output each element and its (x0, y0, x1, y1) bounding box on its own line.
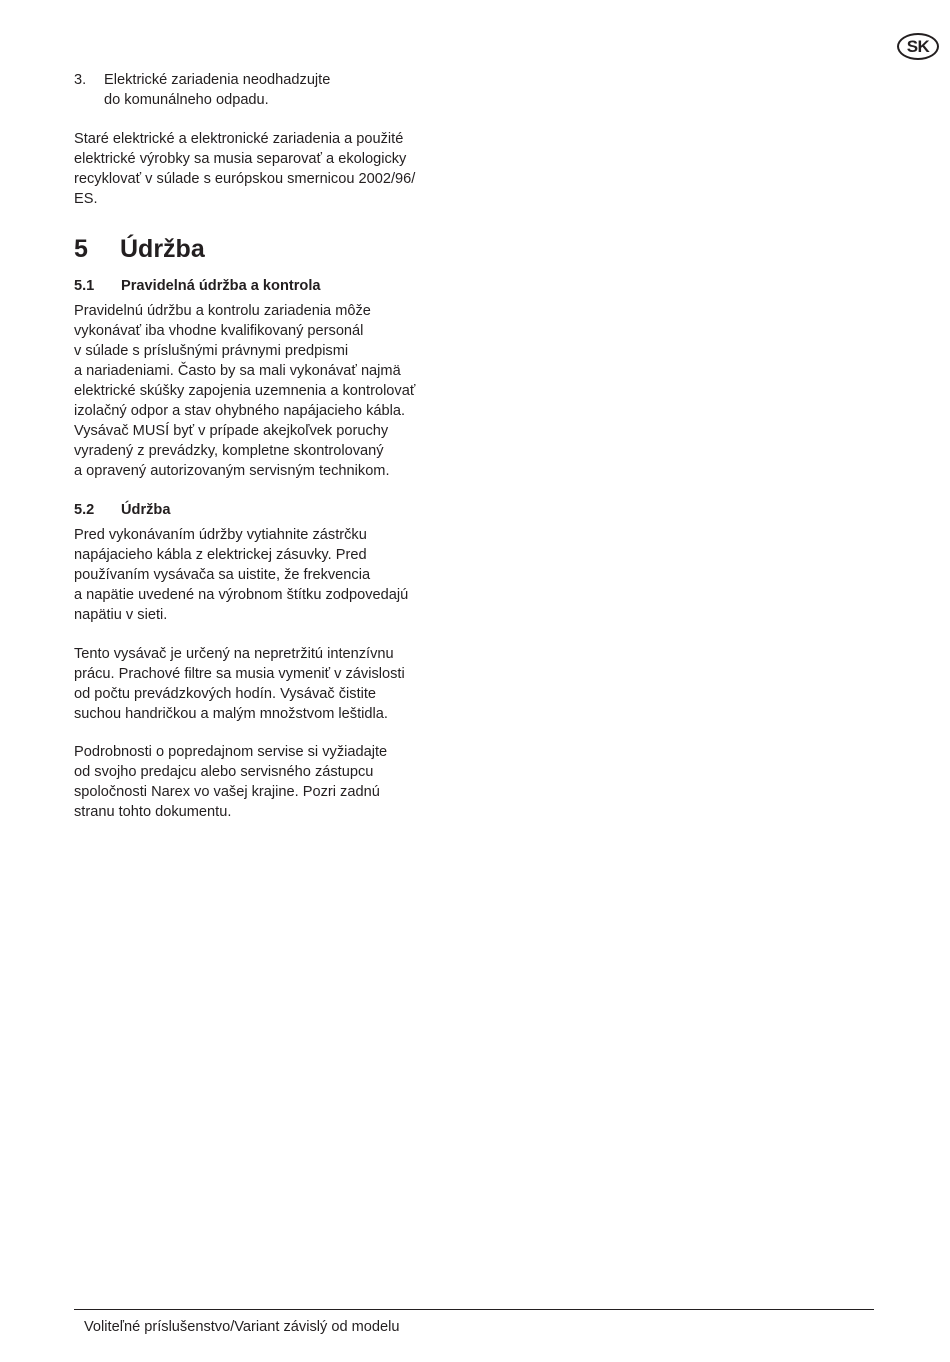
maintenance-paragraph-1: Pred vykonávaním údržby vytiahnite zástrčku napájacieho kábla z elektrickej zásuvky. Pred používaním vysávača sa uistite, že frekvencia a napätie uvedené na výrobnom štítku zodpovedajú napätiu v sieti. (74, 527, 409, 623)
maintenance-paragraph-2: Tento vysávač je určený na nepretržitú intenzívnu prácu. Prachové filtre sa musia vymeniť v závislosti od počtu prevádzkových hodín. Vysávač čistite suchou handričkou a malým množstvom leštidla. (74, 646, 405, 722)
footer-divider (74, 1309, 874, 1310)
list-item-number: 3. (74, 72, 87, 88)
section-title: Údržba (120, 235, 205, 263)
section-number: 5 (74, 235, 88, 263)
footer-note: Voliteľné príslušenstvo/Variant závislý od modelu (84, 1319, 400, 1335)
maintenance-paragraph-3: Podrobnosti o popredajnom servise si vyžiadajte od svojho predajcu alebo servisného zástupcu spoločnosti Narex vo vašej krajine. Pozri zadnú stranu tohto dokumentu. (74, 744, 388, 820)
list-item-text: Elektrické zariadenia neodhadzujte do komunálneho odpadu. (104, 72, 331, 108)
subsection-number: 5.2 (74, 502, 95, 518)
language-badge: SK (897, 33, 939, 60)
subsection-title: Pravidelná údržba a kontrola (121, 278, 321, 294)
maintenance-inspection-paragraph: Pravidelnú údržbu a kontrolu zariadenia môže vykonávať iba vhodne kvalifikovaný personál v súlade s príslušnými právnymi predpismi a nariadeniami. Často by sa mali vykonávať najmä elektrické skúšky zapojenia uzemnenia a kontrolovať izolačný odpor a stav ohybného napájacieho kábla. Vysávač MUSÍ byť v prípade akejkoľvek poruchy vyradený z prevádzky, kompletne skontrolovaný a opravený autorizovaným servisným technikom. (74, 303, 416, 479)
weee-paragraph: Staré elektrické a elektronické zariadenia a použité elektrické výrobky sa musia separovať a ekologicky recyklovať v súlade s európskou smernicou 2002/96/ ES. (74, 131, 416, 207)
subsection-number: 5.1 (74, 278, 95, 294)
subsection-title: Údržba (121, 502, 171, 518)
